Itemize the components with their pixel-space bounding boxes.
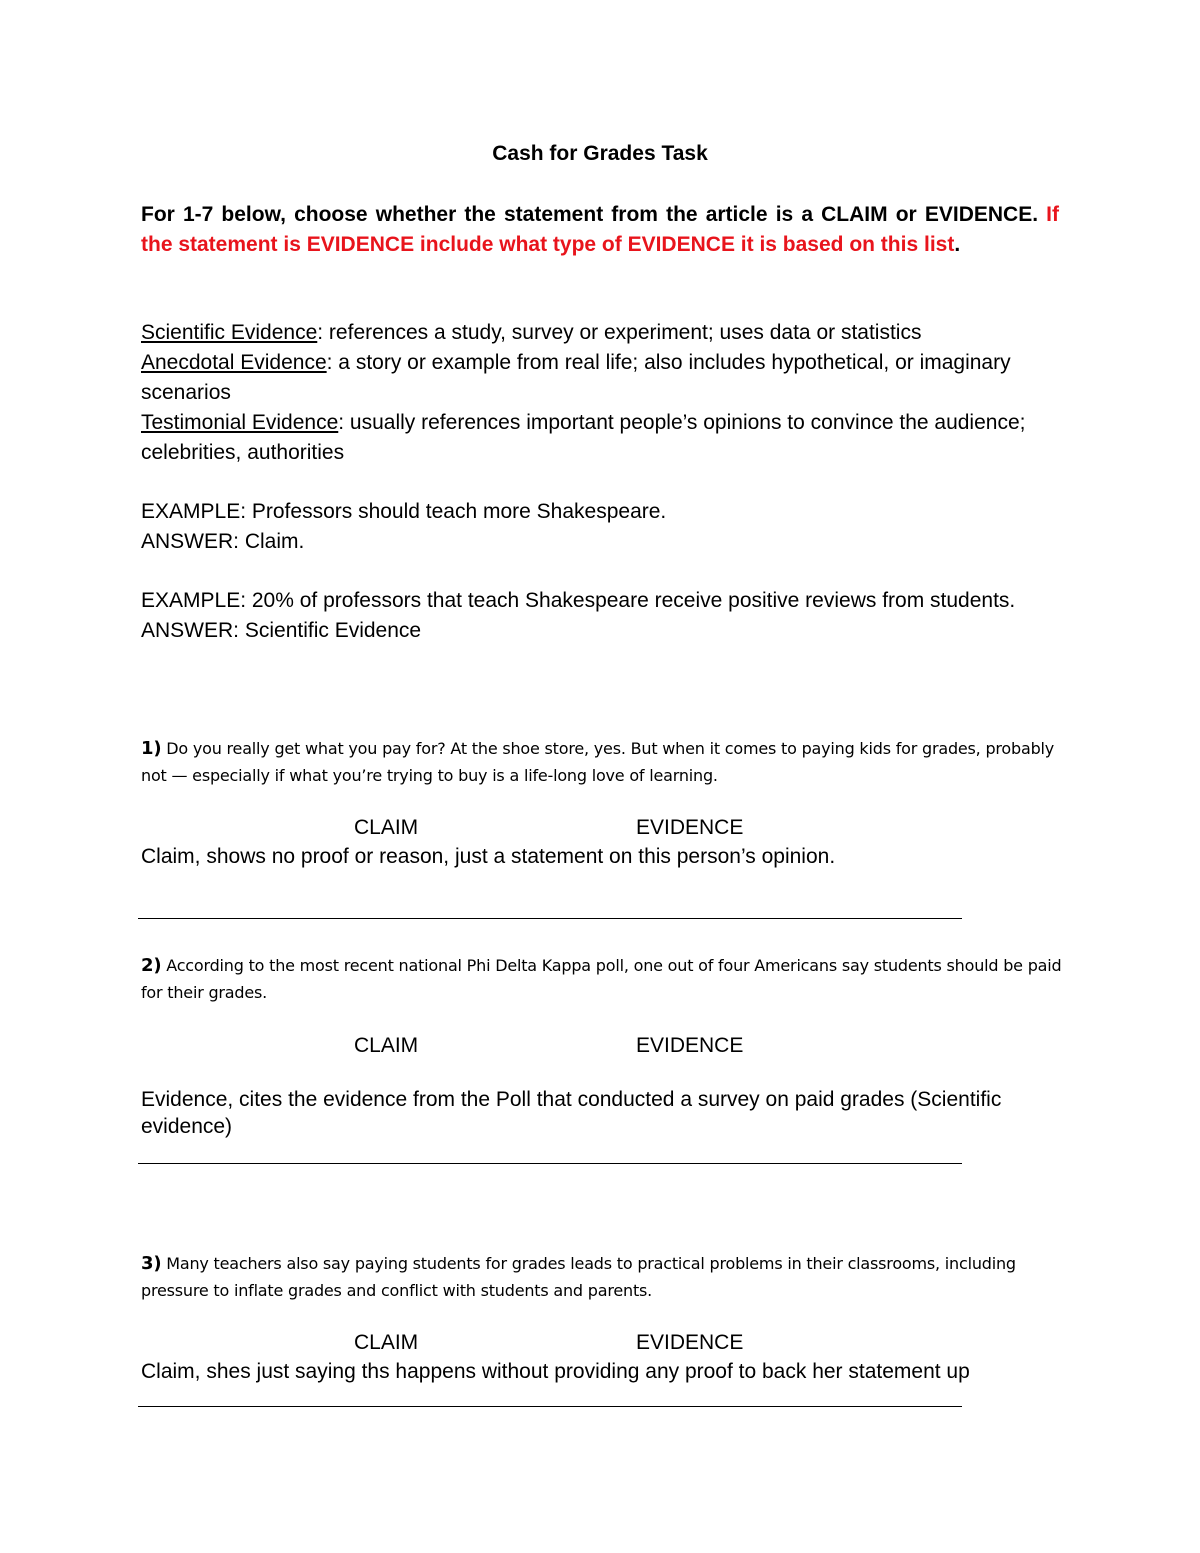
claim-option[interactable]: CLAIM (354, 816, 419, 839)
answer-line (138, 1406, 962, 1407)
evidence-option[interactable]: EVIDENCE (636, 816, 744, 839)
question-number: 2) (141, 955, 162, 976)
instructions-highlight: If the statement is EVIDENCE include what type of EVIDENCE it is based on this list (141, 203, 1059, 256)
answer-3[interactable]: Claim, shes just saying ths happens without providing any proof to back her statement up (141, 1360, 970, 1383)
question-text: Many teachers also say paying students for grades leads to practical problems in their classrooms, including pressure to inflate grades and conflict with students and parents. (141, 1254, 1016, 1300)
answer-line (138, 1163, 962, 1164)
definition-term: Anecdotal Evidence (141, 351, 327, 374)
example-answer: ANSWER: Scientific Evidence (141, 619, 422, 642)
question-1 (141, 735, 1081, 789)
definition-anecdotal (141, 348, 1071, 408)
answer-line (138, 918, 962, 919)
definition-term: Testimonial Evidence (141, 411, 339, 434)
definition-text: : a story or example from real life; also includes hypothetical, or imaginary scenarios (141, 351, 1011, 404)
question-number: 3) (141, 1253, 162, 1274)
question-3 (141, 1250, 1081, 1304)
evidence-option[interactable]: EVIDENCE (636, 1034, 744, 1057)
evidence-option[interactable]: EVIDENCE (636, 1331, 744, 1354)
question-text: Do you really get what you pay for? At the shoe store, yes. But when it comes to paying kids for grades, probably not — especially if what you’re trying to buy is a life-long love of learning. (141, 739, 1055, 785)
instructions-text: For 1-7 below, choose whether the statement from the article is a CLAIM or EVIDENCE. (141, 203, 1039, 226)
question-text: According to the most recent national Phi Delta Kappa poll, one out of four Americans say students should be paid for their grades. (141, 956, 1062, 1002)
example-statement: EXAMPLE: 20% of professors that teach Shakespeare receive positive reviews from students. (141, 589, 1016, 612)
example-statement: EXAMPLE: Professors should teach more Shakespeare. (141, 500, 667, 523)
claim-option[interactable]: CLAIM (354, 1331, 419, 1354)
instructions (141, 200, 1059, 260)
instructions-period: . (954, 233, 961, 256)
example-2 (141, 586, 1071, 646)
definition-text: : usually references important people’s opinions to convince the audience; celebrities, authorities (141, 411, 1026, 464)
definition-term: Scientific Evidence (141, 321, 318, 344)
definition-text: : references a study, survey or experiment; uses data or statistics (317, 321, 922, 344)
definition-scientific (141, 318, 1071, 348)
question-number: 1) (141, 738, 162, 759)
claim-option[interactable]: CLAIM (354, 1034, 419, 1057)
answer-2[interactable]: Evidence, cites the evidence from the Poll that conducted a survey on paid grades (Scientific evidence) (141, 1088, 1002, 1138)
question-2 (141, 952, 1081, 1006)
example-1 (141, 497, 1071, 557)
evidence-definitions (141, 318, 1071, 468)
definition-testimonial (141, 408, 1071, 468)
example-answer: ANSWER: Claim. (141, 530, 305, 553)
page-title: Cash for Grades Task (492, 142, 708, 165)
answer-1[interactable]: Claim, shows no proof or reason, just a statement on this person’s opinion. (141, 845, 836, 868)
